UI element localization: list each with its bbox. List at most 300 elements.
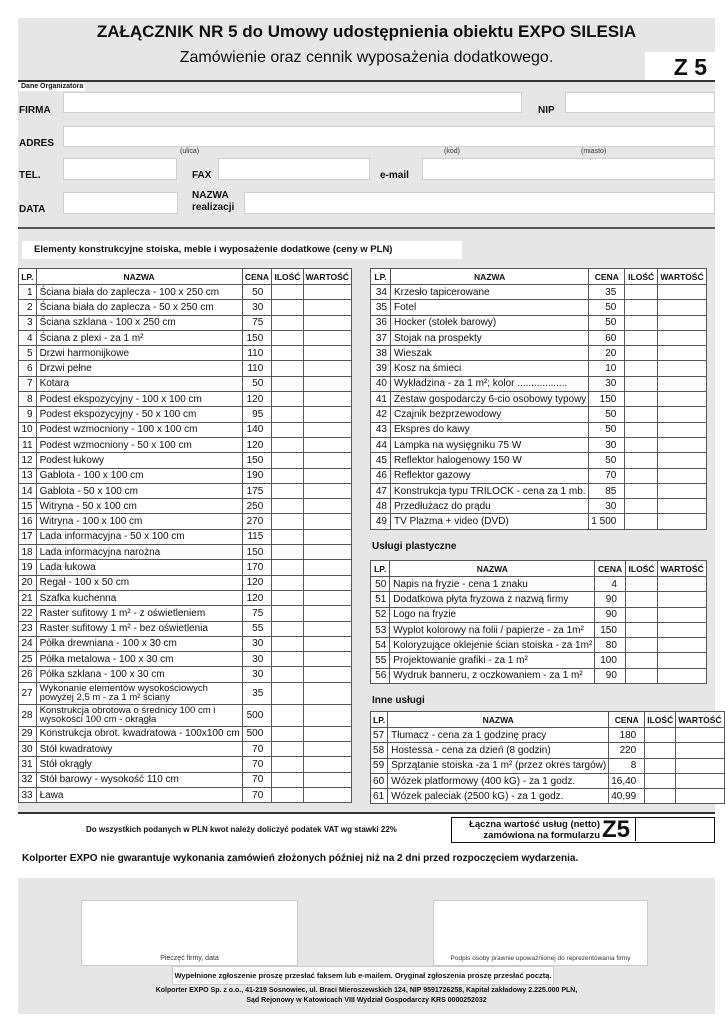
row-lp: 16	[19, 514, 37, 529]
table-row	[19, 652, 352, 667]
row-quantity-input[interactable]	[272, 606, 303, 621]
row-quantity-input[interactable]	[272, 560, 303, 575]
row-item-name: Ściana biała do zaplecza - 100 x 250 cm	[36, 285, 242, 300]
row-quantity-input[interactable]	[272, 757, 303, 772]
row-lp: 4	[19, 330, 37, 345]
row-value-input[interactable]	[657, 422, 706, 437]
row-lp: 24	[19, 636, 37, 651]
row-value-input[interactable]	[657, 361, 706, 376]
row-value-input[interactable]	[657, 392, 706, 407]
row-item-name: Sprzątanie stoiska -za 1 m² (przez okres targów)	[388, 758, 609, 773]
row-value-input[interactable]	[657, 315, 706, 330]
signature-box[interactable]	[433, 900, 648, 966]
ulica-hint: (ulica)	[180, 148, 200, 155]
row-quantity-input[interactable]	[625, 514, 658, 529]
row-quantity-input[interactable]	[625, 376, 658, 391]
row-item-name: Hocker (stołek barowy)	[390, 315, 588, 330]
table-row	[19, 392, 352, 407]
row-price: 35	[242, 682, 272, 704]
row-price: 180	[609, 728, 645, 743]
row-lp: 12	[19, 453, 37, 468]
row-item-name: Ściana biała do zaplecza - 50 x 250 cm	[36, 300, 242, 315]
row-item-name: Projektowanie grafiki - za 1 m²	[390, 653, 595, 668]
row-quantity-input[interactable]	[625, 622, 657, 637]
row-lp: 57	[371, 728, 388, 743]
row-quantity-input[interactable]	[272, 285, 303, 300]
row-item-name: Półka metalowa - 100 x 30 cm	[36, 652, 242, 667]
row-quantity-input[interactable]	[272, 704, 303, 726]
row-price: 150	[595, 622, 626, 637]
row-quantity-input[interactable]	[272, 621, 303, 636]
row-quantity-input[interactable]	[625, 437, 658, 452]
row-price: 150	[242, 330, 272, 345]
row-item-name: Podest wzmocniony - 100 x 100 cm	[36, 422, 242, 437]
row-lp: 33	[19, 787, 37, 802]
row-quantity-input[interactable]	[272, 636, 303, 651]
row-quantity-input[interactable]	[625, 638, 657, 653]
row-lp: 44	[371, 437, 391, 452]
table-row	[371, 376, 707, 391]
company-info-line1: Kolporter EXPO Sp. z o.o., 41-219 Sosnowiec, ul. Braci Mieroszewskich 124, NIP 9591726258, Kapitał zakładowy 2.225.000 PLN,	[155, 987, 578, 994]
row-item-name: Raster sufitowy 1 m² - z oświetleniem	[36, 606, 242, 621]
row-lp: 15	[19, 499, 37, 514]
stamp-label: Pieczęć firmy, data	[160, 955, 219, 962]
row-value-input[interactable]	[657, 483, 706, 498]
row-price: 120	[242, 575, 272, 590]
row-value-input[interactable]	[303, 361, 351, 376]
row-quantity-input[interactable]	[272, 330, 303, 345]
column-header-ilosc: ILOŚĆ	[272, 269, 303, 285]
table-row	[371, 577, 707, 592]
table-row	[19, 545, 352, 560]
row-quantity-input[interactable]	[625, 592, 657, 607]
other-services-title: Inne usługi	[372, 695, 425, 706]
row-quantity-input[interactable]	[625, 577, 657, 592]
row-lp: 52	[371, 607, 390, 622]
signature-label: Podpis osoby prawnie upoważnionej do reprezentowania firmy	[450, 955, 631, 962]
row-quantity-input[interactable]	[272, 667, 303, 682]
row-quantity-input[interactable]	[272, 376, 303, 391]
row-quantity-input[interactable]	[625, 499, 658, 514]
row-lp: 22	[19, 606, 37, 621]
row-price: 90	[595, 592, 626, 607]
row-quantity-input[interactable]	[272, 437, 303, 452]
row-quantity-input[interactable]	[272, 575, 303, 590]
tel-label: TEL.	[19, 170, 41, 181]
row-item-name: Zestaw gospodarczy 6-cio osobowy typowy	[390, 392, 588, 407]
row-price: 120	[242, 392, 272, 407]
row-item-name: Wieszak	[390, 346, 588, 361]
row-quantity-input[interactable]	[272, 422, 303, 437]
table-row	[371, 622, 707, 637]
row-quantity-input[interactable]	[272, 772, 303, 787]
row-value-input[interactable]	[657, 453, 706, 468]
row-lp: 48	[371, 499, 391, 514]
row-value-input[interactable]	[658, 622, 707, 637]
row-value-input[interactable]	[303, 529, 351, 544]
row-quantity-input[interactable]	[272, 590, 303, 605]
kod-hint: (kod)	[444, 148, 460, 155]
row-item-name: Gablota - 100 x 100 cm	[36, 468, 242, 483]
stamp-box[interactable]	[81, 900, 298, 966]
divider	[18, 80, 715, 82]
row-item-name: Szafka kuchenna	[36, 590, 242, 605]
data-input[interactable]	[63, 192, 178, 214]
table-row	[371, 653, 707, 668]
row-quantity-input[interactable]	[272, 346, 303, 361]
row-lp: 6	[19, 361, 37, 376]
row-value-input[interactable]	[303, 545, 351, 560]
table-row	[19, 621, 352, 636]
row-item-name: Kosz na śmieci	[390, 361, 588, 376]
row-value-input[interactable]	[657, 376, 706, 391]
row-lp: 18	[19, 545, 37, 560]
row-price: 70	[589, 468, 625, 483]
row-lp: 29	[19, 726, 37, 741]
row-value-input[interactable]	[303, 315, 351, 330]
row-value-input[interactable]	[303, 652, 351, 667]
table-row	[371, 773, 725, 788]
row-lp: 13	[19, 468, 37, 483]
row-value-input[interactable]	[303, 667, 351, 682]
row-value-input[interactable]	[657, 300, 706, 315]
table-row	[19, 606, 352, 621]
table-row	[371, 607, 707, 622]
column-header-wartosc: WARTOŚĆ	[658, 561, 707, 577]
row-price: 50	[242, 285, 272, 300]
row-value-input[interactable]	[303, 376, 351, 391]
row-value-input[interactable]	[303, 300, 351, 315]
table-row	[371, 300, 707, 315]
row-item-name: Przedłużacz do prądu	[390, 499, 588, 514]
row-lp: 26	[19, 667, 37, 682]
table-row	[19, 772, 352, 787]
row-item-name: Wykładzina - za 1 m²; kolor ..................	[390, 376, 588, 391]
price-table-plastic-services	[370, 560, 707, 684]
row-price: 4	[595, 577, 626, 592]
column-header-nazwa: NAZWA	[390, 269, 588, 285]
row-quantity-input[interactable]	[272, 483, 303, 498]
row-value-input[interactable]	[303, 560, 351, 575]
table-row	[371, 668, 707, 683]
price-table-equipment-left	[18, 268, 352, 803]
table-row	[19, 636, 352, 651]
row-value-input[interactable]	[303, 330, 351, 345]
adres-input[interactable]	[63, 126, 715, 147]
row-price: 70	[242, 757, 272, 772]
row-quantity-input[interactable]	[272, 652, 303, 667]
row-price: 30	[589, 376, 625, 391]
row-quantity-input[interactable]	[272, 742, 303, 757]
table-row	[19, 483, 352, 498]
price-table-other-services	[370, 711, 725, 804]
table-row	[371, 422, 707, 437]
row-quantity-input[interactable]	[272, 529, 303, 544]
row-price: 175	[242, 483, 272, 498]
table-row	[19, 468, 352, 483]
row-value-input[interactable]	[303, 346, 351, 361]
row-item-name: Regał - 100 x 50 cm	[36, 575, 242, 590]
row-value-input[interactable]	[303, 499, 351, 514]
row-price: 16,40	[609, 773, 645, 788]
row-value-input[interactable]	[303, 407, 351, 422]
table-row	[19, 560, 352, 575]
row-quantity-input[interactable]	[645, 743, 676, 758]
table-row	[19, 575, 352, 590]
row-lp: 47	[371, 483, 391, 498]
table-row	[371, 592, 707, 607]
column-header-lp: LP.	[19, 269, 37, 285]
row-lp: 50	[371, 577, 390, 592]
column-header-wartosc: WARTOŚĆ	[303, 269, 351, 285]
row-value-input[interactable]	[303, 682, 351, 704]
row-price: 30	[589, 437, 625, 452]
table-row	[371, 758, 725, 773]
divider	[18, 227, 715, 229]
row-value-input[interactable]	[657, 407, 706, 422]
row-quantity-input[interactable]	[272, 453, 303, 468]
row-quantity-input[interactable]	[272, 392, 303, 407]
row-quantity-input[interactable]	[645, 773, 676, 788]
row-quantity-input[interactable]	[625, 330, 658, 345]
row-item-name: Drzwi pełne	[36, 361, 242, 376]
row-value-input[interactable]	[303, 590, 351, 605]
row-item-name: Lada informacyjna - 50 x 100 cm	[36, 529, 242, 544]
row-quantity-input[interactable]	[272, 468, 303, 483]
column-header-ilosc: ILOŚĆ	[625, 561, 657, 577]
row-value-input[interactable]	[658, 592, 707, 607]
table-row	[19, 437, 352, 452]
row-value-input[interactable]	[658, 668, 707, 683]
tel-input[interactable]	[63, 158, 177, 180]
row-price: 110	[242, 346, 272, 361]
row-quantity-input[interactable]	[272, 361, 303, 376]
row-quantity-input[interactable]	[272, 545, 303, 560]
table-row	[371, 437, 707, 452]
row-item-name: Podest łukowy	[36, 453, 242, 468]
table-row	[19, 529, 352, 544]
row-value-input[interactable]	[303, 514, 351, 529]
row-quantity-input[interactable]	[272, 407, 303, 422]
column-header-nazwa: NAZWA	[388, 712, 609, 728]
row-item-name: Konstrukcja typu TRILOCK - cena za 1 mb.	[390, 483, 588, 498]
miasto-hint: (miasto)	[581, 148, 607, 155]
row-quantity-input[interactable]	[625, 300, 658, 315]
total-value-input[interactable]	[635, 818, 714, 841]
row-price: 70	[242, 787, 272, 802]
table-row	[19, 315, 352, 330]
row-quantity-input[interactable]	[625, 361, 658, 376]
row-value-input[interactable]	[657, 346, 706, 361]
row-lp: 9	[19, 407, 37, 422]
table-header-row	[19, 269, 352, 285]
row-value-input[interactable]	[676, 743, 724, 758]
row-value-input[interactable]	[658, 607, 707, 622]
row-value-input[interactable]	[657, 437, 706, 452]
row-quantity-input[interactable]	[625, 468, 658, 483]
row-item-name: Reflektor halogenowy 150 W	[390, 453, 588, 468]
row-item-name: Podest wzmocniony - 50 x 100 cm	[36, 437, 242, 452]
column-header-ilosc: ILOŚĆ	[625, 269, 658, 285]
row-price: 75	[242, 315, 272, 330]
row-value-input[interactable]	[303, 285, 351, 300]
row-lp: 54	[371, 638, 390, 653]
row-quantity-input[interactable]	[625, 668, 657, 683]
row-quantity-input[interactable]	[625, 453, 658, 468]
row-value-input[interactable]	[303, 468, 351, 483]
row-lp: 36	[371, 315, 391, 330]
row-quantity-input[interactable]	[272, 499, 303, 514]
column-header-cena: CENA	[589, 269, 625, 285]
row-quantity-input[interactable]	[272, 787, 303, 802]
row-quantity-input[interactable]	[625, 607, 657, 622]
row-price: 250	[242, 499, 272, 514]
row-quantity-input[interactable]	[625, 346, 658, 361]
row-quantity-input[interactable]	[272, 726, 303, 741]
row-value-input[interactable]	[303, 621, 351, 636]
row-item-name: Stół okrągły	[36, 757, 242, 772]
row-quantity-input[interactable]	[645, 789, 676, 804]
table-header-row	[371, 712, 725, 728]
row-price: 50	[589, 300, 625, 315]
column-header-cena: CENA	[595, 561, 626, 577]
row-quantity-input[interactable]	[272, 300, 303, 315]
row-value-input[interactable]	[303, 437, 351, 452]
table-row	[19, 682, 352, 704]
row-item-name: Lada informacyjna narożna	[36, 545, 242, 560]
row-price: 170	[242, 560, 272, 575]
row-quantity-input[interactable]	[272, 682, 303, 704]
table-row	[371, 330, 707, 345]
row-price: 40,99	[609, 789, 645, 804]
row-price: 140	[242, 422, 272, 437]
row-item-name: Półka szklana - 100 x 30 cm	[36, 667, 242, 682]
row-value-input[interactable]	[657, 499, 706, 514]
row-price: 85	[589, 483, 625, 498]
row-price: 95	[242, 407, 272, 422]
row-value-input[interactable]	[303, 704, 351, 726]
column-header-lp: LP.	[371, 712, 388, 728]
row-item-name: Hostessa - cena za dzień (8 godzin)	[388, 743, 609, 758]
table-row	[371, 728, 725, 743]
row-price: 270	[242, 514, 272, 529]
row-lp: 7	[19, 376, 37, 391]
row-lp: 56	[371, 668, 390, 683]
row-quantity-input[interactable]	[625, 392, 658, 407]
row-value-input[interactable]	[303, 606, 351, 621]
row-value-input[interactable]	[303, 575, 351, 590]
table-row	[19, 667, 352, 682]
row-value-input[interactable]	[658, 577, 707, 592]
row-value-input[interactable]	[303, 742, 351, 757]
row-value-input[interactable]	[658, 638, 707, 653]
row-value-input[interactable]	[303, 772, 351, 787]
row-price: 10	[589, 361, 625, 376]
column-header-nazwa: NAZWA	[390, 561, 595, 577]
row-value-input[interactable]	[657, 330, 706, 345]
row-value-input[interactable]	[676, 773, 724, 788]
row-lp: 46	[371, 468, 391, 483]
row-quantity-input[interactable]	[625, 483, 658, 498]
row-item-name: Reflektor gazowy	[390, 468, 588, 483]
row-lp: 40	[371, 376, 391, 391]
row-value-input[interactable]	[303, 787, 351, 802]
row-quantity-input[interactable]	[625, 285, 658, 300]
row-quantity-input[interactable]	[645, 728, 676, 743]
row-item-name: Półka drewniana - 100 x 30 cm	[36, 636, 242, 651]
nip-input[interactable]	[565, 92, 715, 113]
row-price: 50	[589, 315, 625, 330]
plastic-services-title: Usługi plastyczne	[372, 541, 457, 552]
page-title: ZAŁĄCZNIK NR 5 do Umowy udostępnienia obiektu EXPO SILESIA	[96, 22, 637, 41]
table-row	[371, 483, 707, 498]
row-price: 150	[589, 392, 625, 407]
send-note: Wypełnione zgłoszenie proszę przesłać faksem lub e-mailem. Oryginał zgłoszenia proszę przesłać pocztą.	[172, 966, 554, 985]
email-input[interactable]	[422, 158, 715, 180]
nazwa-realizacji-input[interactable]	[244, 192, 715, 214]
row-quantity-input[interactable]	[272, 514, 303, 529]
row-value-input[interactable]	[303, 422, 351, 437]
row-value-input[interactable]	[676, 758, 724, 773]
row-quantity-input[interactable]	[625, 407, 658, 422]
total-label-line1: Łączna wartość usług (netto)	[469, 819, 600, 830]
row-item-name: Ściana szklana - 100 x 250 cm	[36, 315, 242, 330]
row-price: 150	[242, 453, 272, 468]
row-value-input[interactable]	[657, 468, 706, 483]
row-price: 30	[242, 652, 272, 667]
row-value-input[interactable]	[303, 636, 351, 651]
row-quantity-input[interactable]	[625, 315, 658, 330]
firma-input[interactable]	[63, 92, 522, 113]
row-quantity-input[interactable]	[625, 653, 657, 668]
row-value-input[interactable]	[303, 483, 351, 498]
row-value-input[interactable]	[303, 726, 351, 741]
row-price: 30	[242, 667, 272, 682]
row-price: 120	[242, 590, 272, 605]
row-price: 50	[589, 407, 625, 422]
row-price: 20	[589, 346, 625, 361]
row-value-input[interactable]	[657, 514, 706, 529]
row-lp: 23	[19, 621, 37, 636]
row-item-name: Stojak na prospekty	[390, 330, 588, 345]
row-lp: 28	[19, 704, 37, 726]
email-label: e-mail	[380, 170, 409, 181]
row-value-input[interactable]	[658, 653, 707, 668]
row-item-name: Witryna - 50 x 100 cm	[36, 499, 242, 514]
row-item-name: TV Plazma + video (DVD)	[390, 514, 588, 529]
row-quantity-input[interactable]	[645, 758, 676, 773]
row-item-name: Wykonanie elementów wysokościowych powyżej 2,5 m - za 1 m² ściany	[36, 682, 242, 704]
row-value-input[interactable]	[657, 285, 706, 300]
row-lp: 34	[371, 285, 391, 300]
row-value-input[interactable]	[676, 789, 724, 804]
row-item-name: Lada łukowa	[36, 560, 242, 575]
row-quantity-input[interactable]	[625, 422, 658, 437]
row-value-input[interactable]	[303, 757, 351, 772]
column-header-lp: LP.	[371, 561, 390, 577]
row-price: 110	[242, 361, 272, 376]
table-row	[371, 407, 707, 422]
row-value-input[interactable]	[676, 728, 724, 743]
row-lp: 41	[371, 392, 391, 407]
row-quantity-input[interactable]	[272, 315, 303, 330]
row-item-name: Konstrukcja obrot. kwadratowa - 100x100 cm	[36, 726, 242, 741]
row-lp: 35	[371, 300, 391, 315]
row-value-input[interactable]	[303, 392, 351, 407]
row-value-input[interactable]	[303, 453, 351, 468]
table-row	[19, 361, 352, 376]
fax-input[interactable]	[218, 158, 370, 180]
